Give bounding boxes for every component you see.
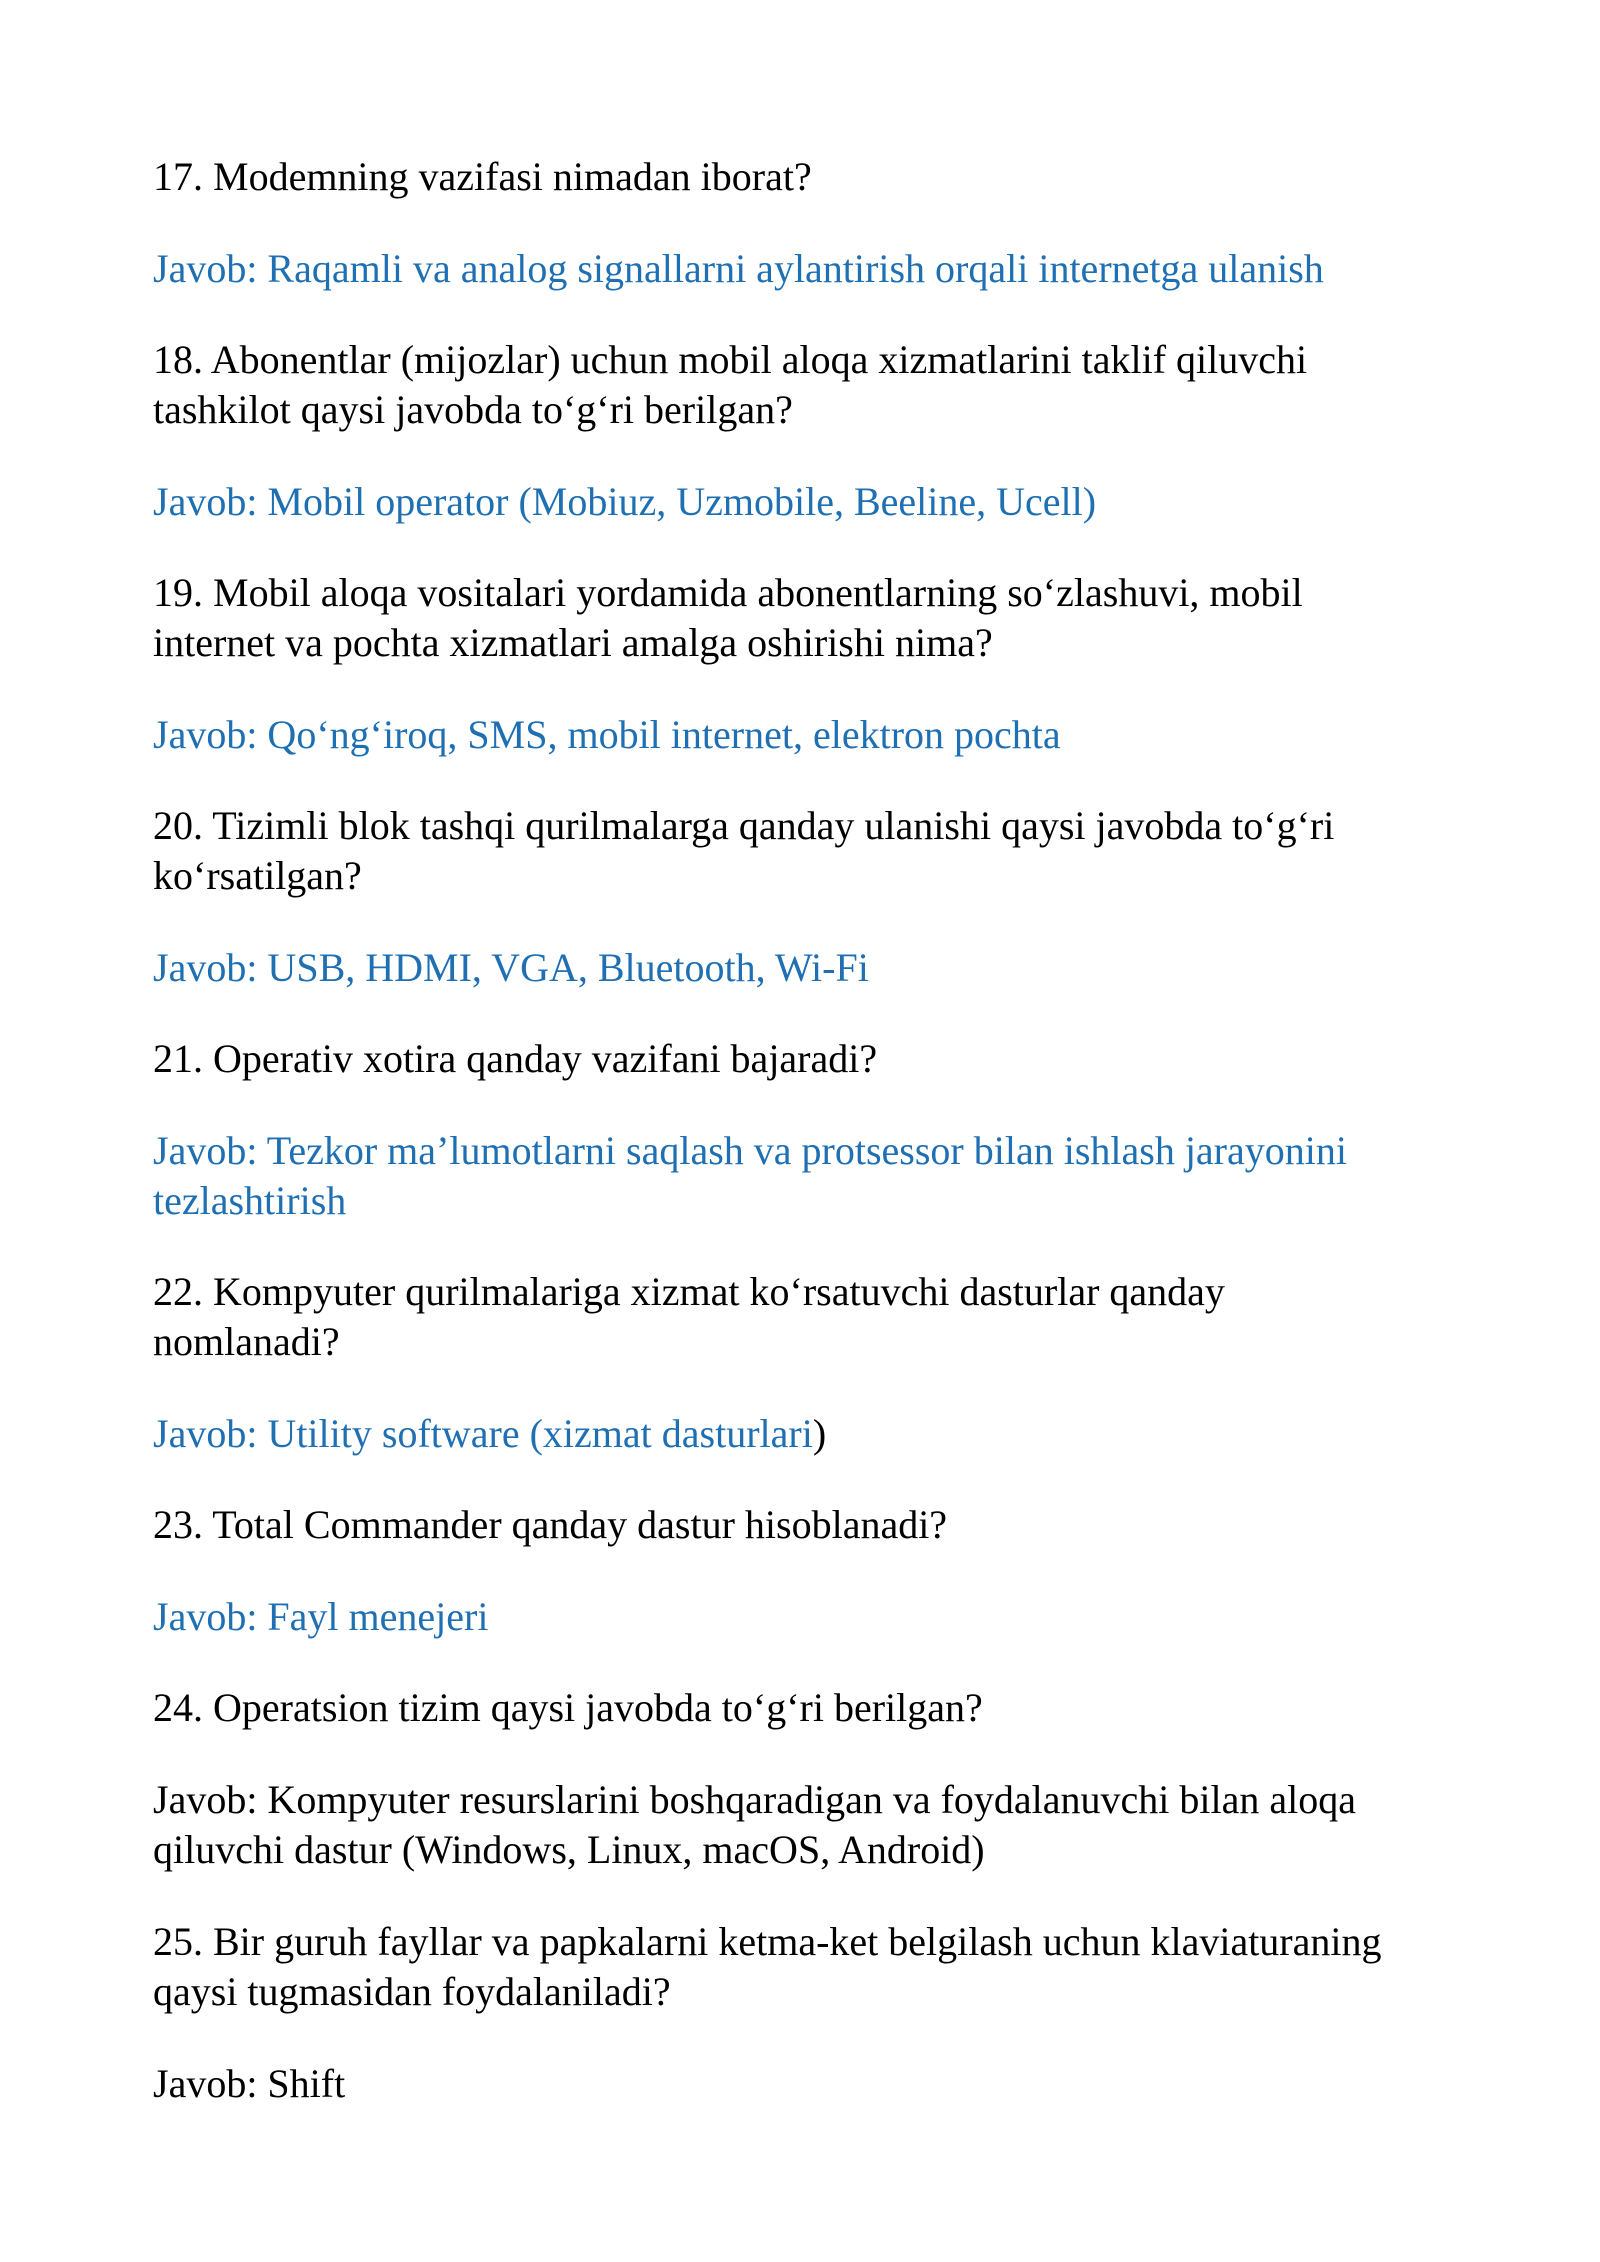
question-21 bbox=[153, 1034, 1493, 1084]
question-22 bbox=[153, 1267, 1493, 1367]
answer-25 bbox=[153, 2059, 1493, 2109]
answer-19 bbox=[153, 710, 1493, 760]
question-line: 22. Kompyuter qurilmalariga xizmat ko‘rsatuvchi dasturlar qanday bbox=[153, 1269, 1225, 1314]
answer-text-blue: Javob: Utility software (xizmat dasturlari bbox=[153, 1411, 813, 1456]
question-20 bbox=[153, 801, 1493, 901]
answer-line: Javob: Tezkor ma’lumotlarni saqlash va protsessor bilan ishlash jarayonini bbox=[153, 1128, 1347, 1173]
answer-18 bbox=[153, 477, 1493, 527]
question-line: tashkilot qaysi javobda to‘g‘ri berilgan? bbox=[153, 387, 793, 432]
answer-line: Javob: Fayl menejeri bbox=[153, 1594, 489, 1639]
question-line: nomlanadi? bbox=[153, 1319, 340, 1364]
answer-24 bbox=[153, 1775, 1493, 1875]
answer-line: Javob: Shift bbox=[153, 2061, 346, 2106]
answer-line bbox=[153, 1409, 1493, 1459]
question-line: internet va pochta xizmatlari amalga oshirishi nima? bbox=[153, 620, 993, 665]
answer-21 bbox=[153, 1126, 1493, 1226]
answer-20 bbox=[153, 943, 1493, 993]
answer-line: Javob: Qo‘ng‘iroq, SMS, mobil internet, elektron pochta bbox=[153, 712, 1061, 757]
question-18 bbox=[153, 335, 1493, 435]
question-line: 17. Modemning vazifasi nimadan iborat? bbox=[153, 154, 812, 199]
question-24 bbox=[153, 1683, 1493, 1733]
question-line: 25. Bir guruh fayllar va papkalarni ketma-ket belgilash uchun klaviaturaning bbox=[153, 1919, 1382, 1964]
question-line: ko‘rsatilgan? bbox=[153, 853, 362, 898]
question-line: 20. Tizimli blok tashqi qurilmalarga qanday ulanishi qaysi javobda to‘g‘ri bbox=[153, 803, 1335, 848]
answer-line: tezlashtirish bbox=[153, 1178, 347, 1223]
answer-line: qiluvchi dastur (Windows, Linux, macOS, Android) bbox=[153, 1827, 985, 1872]
question-19 bbox=[153, 568, 1493, 668]
answer-line: Javob: USB, HDMI, VGA, Bluetooth, Wi-Fi bbox=[153, 945, 869, 990]
answer-text-black: ) bbox=[812, 1411, 827, 1456]
question-25 bbox=[153, 1917, 1493, 2017]
question-line: 19. Mobil aloqa vositalari yordamida abonentlarning so‘zlashuvi, mobil bbox=[153, 570, 1303, 615]
question-line: qaysi tugmasidan foydalaniladi? bbox=[153, 1969, 671, 2014]
question-23 bbox=[153, 1500, 1493, 1550]
answer-23 bbox=[153, 1592, 1493, 1642]
question-line: 23. Total Commander qanday dastur hisoblanadi? bbox=[153, 1502, 948, 1547]
question-line: 24. Operatsion tizim qaysi javobda to‘g‘ri berilgan? bbox=[153, 1685, 983, 1730]
answer-line: Javob: Mobil operator (Mobiuz, Uzmobile, Beeline, Ucell) bbox=[153, 479, 1097, 524]
answer-17 bbox=[153, 244, 1493, 294]
question-17 bbox=[153, 152, 1493, 202]
answer-line: Javob: Raqamli va analog signallarni aylantirish orqali internetga ulanish bbox=[153, 246, 1324, 291]
question-line: 18. Abonentlar (mijozlar) uchun mobil aloqa xizmatlarini taklif qiluvchi bbox=[153, 337, 1308, 382]
question-line: 21. Operativ xotira qanday vazifani bajaradi? bbox=[153, 1036, 878, 1081]
answer-22 bbox=[153, 1409, 1493, 1459]
answer-line: Javob: Kompyuter resurslarini boshqaradigan va foydalanuvchi bilan aloqa bbox=[153, 1777, 1356, 1822]
